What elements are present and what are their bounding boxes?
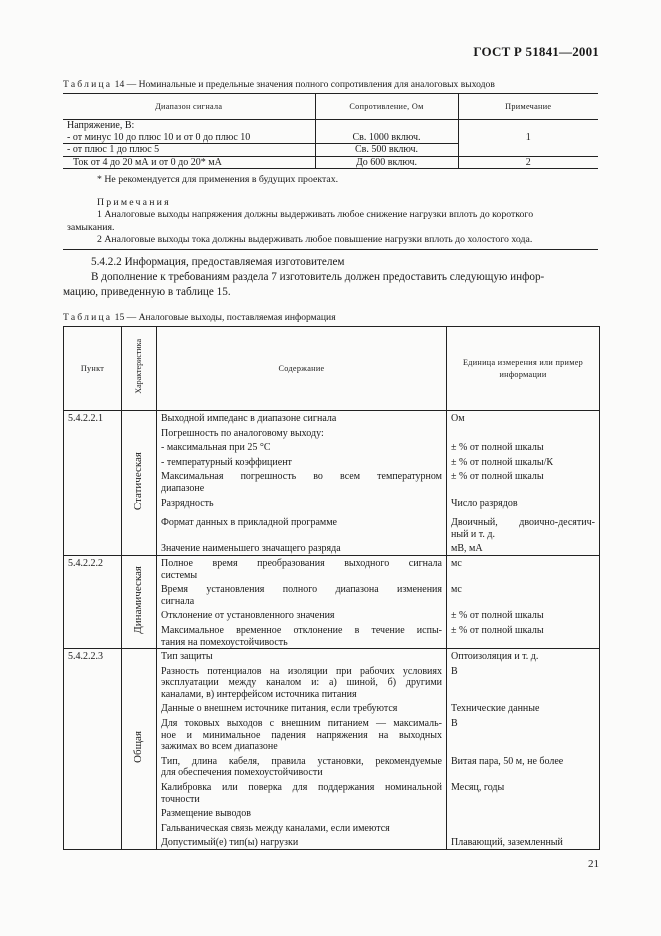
t15-content-line: Разность потенциалов на изоляции при рабочих условиях — [161, 665, 442, 677]
t15-content-cell — [157, 715, 447, 753]
t15-content-line: Отклонение от установленного значения — [161, 610, 335, 622]
table-row — [63, 120, 598, 144]
t15-content-cell — [157, 540, 447, 555]
t15-unit-cell — [447, 700, 600, 715]
t14-note-cell: 2 — [458, 156, 598, 169]
t15-content-line: эксплуатации между каналом и: а) шиной, б) другими — [161, 677, 442, 689]
t15-unit-cell — [447, 607, 600, 622]
t15-unit-line: ± % от полной шкалы — [451, 471, 544, 483]
t15-content-cell — [157, 663, 447, 701]
t15-content-cell — [157, 700, 447, 715]
t15-content-line: Погрешность по аналоговому выходу: — [161, 427, 324, 439]
t15-unit-cell — [447, 540, 600, 555]
t15-header-unit — [447, 327, 600, 411]
t15-characteristic-cell — [122, 555, 157, 648]
t15-unit-cell — [447, 468, 600, 494]
t15-content-line: Разрядность — [161, 497, 214, 509]
t15-content-line: ное и минимальное падения напряжения на выходных — [161, 729, 442, 741]
t15-unit-cell — [447, 649, 600, 663]
t14-header-note: Примечание — [458, 94, 598, 120]
t15-header-characteristic-text: Характеристика — [134, 339, 144, 395]
t14-notes-title: Примечания — [97, 196, 171, 208]
t14-range-cell — [63, 156, 315, 169]
t15-content-line: Время установления полного диапазона изменения — [161, 584, 442, 596]
t14-resistance-cell: Св. 1000 включ. — [315, 120, 458, 144]
t15-content-line: каналами, в) интерфейсом источника питания — [161, 688, 357, 700]
t15-content-cell — [157, 509, 447, 540]
table14 — [63, 93, 598, 250]
t15-unit-line: ± % от полной шкалы — [451, 442, 544, 454]
t15-unit-line: Ом — [451, 413, 465, 424]
t15-content-line: Полное время преобразования выходного сигнала — [161, 557, 442, 569]
t14-range-text: Напряжение, В: — [67, 120, 135, 131]
t15-content-line: зажимах во всем диапазоне — [161, 741, 278, 753]
t15-content-line: Гальваническая связь между каналами, если имеются — [161, 822, 390, 834]
t15-content-line: Тип защиты — [161, 651, 213, 663]
t15-content-cell — [157, 779, 447, 805]
t15-content-line: системы — [161, 569, 198, 581]
t15-content-line: точности — [161, 793, 200, 805]
t15-content-line: - температурный коэффициент — [161, 456, 292, 468]
t15-unit-line: В — [451, 665, 458, 677]
t15-characteristic-text: Общая — [132, 731, 145, 764]
t15-header-characteristic — [122, 327, 157, 411]
table-row — [64, 649, 600, 663]
table14-caption-label: Таблица — [63, 79, 113, 90]
t15-unit-cell — [447, 663, 600, 701]
t15-content-cell — [157, 495, 447, 510]
t15-unit-line: мс — [451, 584, 462, 596]
t14-note-1: 1 Аналоговые выходы напряжения должны выдерживать любое снижение нагрузки вплоть до короткого — [97, 209, 534, 221]
t15-content-line: тания на помехоустойчивость — [161, 636, 288, 648]
t15-unit-line: ± % от полной шкалы/К — [451, 456, 554, 468]
t14-note-2: 2 Аналоговые выходы тока должны выдерживать любое повышение нагрузки вплоть до холостого хода. — [97, 234, 533, 245]
t15-unit-line: ± % от полной шкалы — [451, 624, 544, 636]
t15-unit-line: Плавающий, заземленный — [451, 837, 563, 849]
t15-content-cell — [157, 468, 447, 494]
t15-unit-cell — [447, 439, 600, 454]
t15-unit-cell — [447, 779, 600, 805]
t15-unit-cell — [447, 411, 600, 425]
t15-content-line: Формат данных в прикладной программе — [161, 517, 337, 529]
section-para-line2: мацию, приведенную в таблице 15. — [63, 286, 231, 298]
t15-characteristic-text: Динамическая — [132, 566, 145, 635]
t14-range-text: Ток от 4 до 20 мА и от 0 до 20* мА — [73, 156, 222, 168]
t15-content-cell — [157, 607, 447, 622]
table15-caption-text: 15 — Аналоговые выходы, поставляемая информация — [112, 312, 336, 323]
t14-range-cell — [63, 144, 315, 157]
t14-footnote: * Не рекомендуется для применения в будущих проектах. — [97, 174, 339, 186]
t15-content-cell — [157, 622, 447, 649]
t15-header-content: Содержание — [157, 327, 447, 411]
t14-note-1-cont: замыкания. — [67, 221, 115, 233]
t15-unit-line: Месяц, годы — [451, 782, 505, 794]
t15-unit-line: Число разрядов — [451, 497, 518, 509]
t15-content-cell — [157, 805, 447, 820]
t15-unit-cell — [447, 834, 600, 849]
t15-content-line: Тип, длина кабеля, правила установки, рекомендуемые — [161, 755, 442, 767]
t15-characteristic-cell — [122, 411, 157, 556]
t15-unit-cell — [447, 715, 600, 753]
t14-range-cell — [63, 120, 315, 144]
t15-unit-line: мс — [451, 557, 462, 569]
t14-header-range: Диапазон сигнала — [63, 94, 315, 120]
t15-header-item: Пункт — [64, 327, 122, 411]
t15-unit-cell — [447, 753, 600, 779]
t15-header-unit-line: Единица измерения или пример — [462, 357, 584, 367]
table15-caption — [63, 312, 336, 323]
t15-content-cell — [157, 834, 447, 849]
t15-item-cell: 5.4.2.2.1 — [64, 411, 122, 556]
t14-notes-row — [63, 169, 598, 250]
t14-range-text: - от плюс 1 до плюс 5 — [67, 144, 160, 156]
t15-characteristic-cell — [122, 649, 157, 850]
page-number: 21 — [588, 858, 599, 870]
t15-unit-cell — [447, 820, 600, 835]
t15-unit-line: Технические данные — [451, 703, 540, 715]
t15-unit-line: Витая пара, 50 м, не более — [451, 755, 564, 767]
t15-content-line: диапазоне — [161, 482, 205, 494]
t14-header-resistance: Сопротивление, Ом — [315, 94, 458, 120]
t15-unit-line: Двоичный, двоично-десятич- — [451, 517, 595, 529]
t15-content-cell — [157, 411, 447, 425]
t15-content-cell — [157, 439, 447, 454]
t15-unit-cell — [447, 495, 600, 510]
section-block — [63, 255, 598, 300]
t15-content-cell — [157, 555, 447, 581]
t15-content-line: для обеспечения помехоустойчивости — [161, 767, 323, 779]
t15-unit-cell — [447, 622, 600, 649]
t15-content-line: Для токовых выходов с внешним питанием — максималь- — [161, 718, 442, 730]
t15-unit-cell — [447, 805, 600, 820]
table14-caption-text: 14 — Номинальные и предельные значения полного сопротивления для аналоговых выходов — [112, 79, 495, 90]
t15-content-cell — [157, 425, 447, 440]
t14-resistance-cell: Св. 500 включ. — [315, 144, 458, 157]
t15-characteristic-text: Статическая — [132, 452, 145, 511]
t14-note-cell: 1 — [458, 120, 598, 157]
t15-unit-line: Оптоизоляция и т. д. — [451, 651, 539, 663]
t15-unit-cell — [447, 454, 600, 469]
t15-content-cell — [157, 820, 447, 835]
t15-content-line: Размещение выводов — [161, 808, 251, 820]
t15-unit-cell — [447, 509, 600, 540]
table15-caption-label: Таблица — [63, 312, 113, 323]
section-para-line1: В дополнение к требованиям раздела 7 изготовитель должен предоставить следующую инфор- — [91, 271, 545, 283]
t15-unit-line: В — [451, 718, 458, 730]
section-heading: 5.4.2.2 Информация, предоставляемая изготовителем — [91, 256, 345, 268]
t15-unit-line: ± % от полной шкалы — [451, 610, 544, 622]
t15-unit-cell — [447, 425, 600, 440]
t15-content-cell — [157, 649, 447, 663]
t15-content-line: Калибровка или поверка для поддержания номинальной — [161, 782, 442, 794]
t15-content-cell — [157, 753, 447, 779]
t15-unit-cell — [447, 581, 600, 607]
t15-content-line: Допустимый(е) тип(ы) нагрузки — [161, 837, 299, 849]
table14-caption — [63, 79, 495, 90]
table-row — [63, 156, 598, 169]
t15-item-cell: 5.4.2.2.3 — [64, 649, 122, 850]
t15-content-line: Максимальное временное отклонение в течение испы- — [161, 624, 442, 636]
t15-header-unit-line: информации — [499, 369, 547, 379]
document-id: ГОСТ Р 51841—2001 — [473, 44, 599, 59]
table15 — [63, 326, 600, 850]
t15-content-line: Максимальная погрешность во всем температурном — [161, 471, 442, 483]
table-row — [64, 411, 600, 425]
t15-content-cell — [157, 581, 447, 607]
t15-content-line: - максимальная при 25 °C — [161, 442, 271, 454]
t15-content-line: Значение наименьшего значащего разряда — [161, 543, 341, 555]
t15-unit-line: ный и т. д. — [451, 528, 495, 540]
t15-unit-line: мВ, мА — [451, 543, 483, 555]
t15-content-line: Выходной импеданс в диапазоне сигнала — [161, 413, 337, 424]
t15-unit-cell — [447, 555, 600, 581]
t15-item-cell: 5.4.2.2.2 — [64, 555, 122, 648]
t14-range-text: - от минус 10 до плюс 10 и от 0 до плюс 10 — [67, 131, 251, 143]
t15-content-cell — [157, 454, 447, 469]
t15-content-line: Данные о внешнем источнике питания, если требуются — [161, 703, 398, 715]
table-row — [64, 555, 600, 581]
t15-content-line: сигнала — [161, 595, 195, 607]
t14-resistance-cell: До 600 включ. — [315, 156, 458, 169]
